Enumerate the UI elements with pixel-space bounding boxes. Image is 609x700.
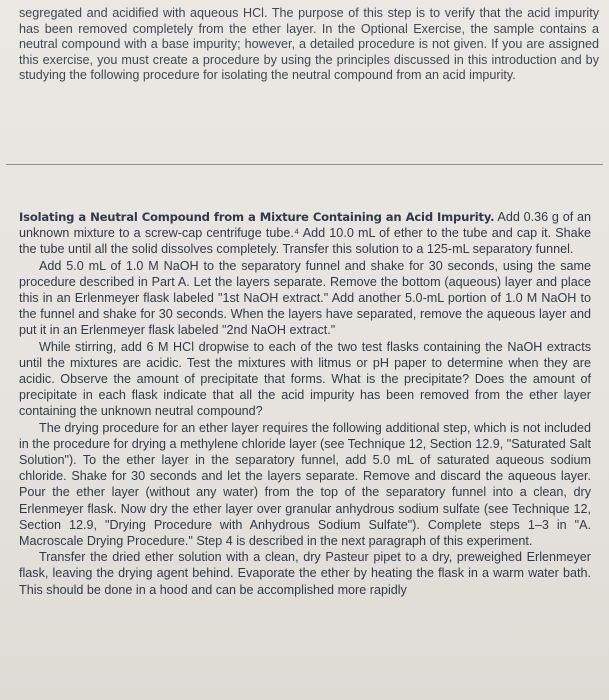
intro-text-block — [19, 6, 599, 84]
section-heading: Isolating a Neutral Compound from a Mixture Containing an Acid Impurity. — [19, 210, 495, 224]
intro-paragraph: segregated and acidified with aqueous HCl. The purpose of this step is to verify that the acid impurity has been removed completely from the ether layer. In the Optional Exercise, the sample contains a neutral compound with a base impurity; however, a detailed procedure is not given. If you are assigned this exercise, you must create a procedure by using the principles discussed in this introduction and by studying the following procedure for isolating the neutral compound from an acid impurity. — [19, 6, 599, 83]
procedure-section — [19, 209, 591, 598]
procedure-paragraph-1-text: Add 0.36 g of an unknown mixture to a screw-cap centrifuge tube.⁴ Add 10.0 mL of ether to the tube and cap it. Shake the tube until all the solid dissolves completely. Transfer this solution to a 125-mL separatory funnel. — [19, 210, 591, 257]
procedure-paragraph-4: The drying procedure for an ether layer requires the following additional step, which is not included in the procedure for drying a methylene chloride layer (see Technique 12, Section 12.9, "Saturated Salt Solution"). To the ether layer in the separatory funnel, add 5.0 mL of saturated aqueous sodium chloride. Shake for 30 seconds and let the layers separate. Remove and discard the aqueous layer. Pour the ether layer (without any water) from the top of the separatory funnel into a clean, dry Erlenmeyer flask. Now dry the ether layer over granular anhydrous sodium sulfate (see Technique 12, Section 12.9, "Drying Procedure with Anhydrous Sodium Sulfate"). Complete steps 1–3 in "A. Macroscale Drying Procedure." Step 4 is described in the next paragraph of this experiment. — [19, 420, 592, 549]
procedure-paragraph-3: While stirring, add 6 M HCl dropwise to each of the two test flasks containing the NaOH extracts until the mixtures are acidic. Test the mixtures with litmus or pH paper to determine when they are acidic. Observe the amount of precipitate that forms. What is the precipitate? Does the amount of precipitate in each flask indicate that all the acid impurity has been removed from the ether layer containing the unknown neutral compound? — [19, 339, 591, 419]
procedure-paragraph-5: Transfer the dried ether solution with a clean, dry Pasteur pipet to a dry, preweighed Erlenmeyer flask, leaving the drying agent behind. Evaporate the ether by heating the flask in a warm water bath. This should be done in a hood and can be accomplished more rapidly — [19, 550, 591, 597]
procedure-paragraph-1 — [19, 209, 591, 258]
section-divider — [6, 164, 603, 165]
procedure-paragraph-2: Add 5.0 mL of 1.0 M NaOH to the separatory funnel and shake for 30 seconds, using the same procedure described in Part A. Let the layers separate. Remove the bottom (aqueous) layer and place this in an Erlenmeyer flask labeled "1st NaOH extract." Add another 5.0-mL portion of 1.0 M NaOH to the funnel and shake for 30 seconds. When the layers have separated, remove the aqueous layer and put it in an Erlenmeyer flask labeled "2nd NaOH extract." — [19, 258, 591, 338]
